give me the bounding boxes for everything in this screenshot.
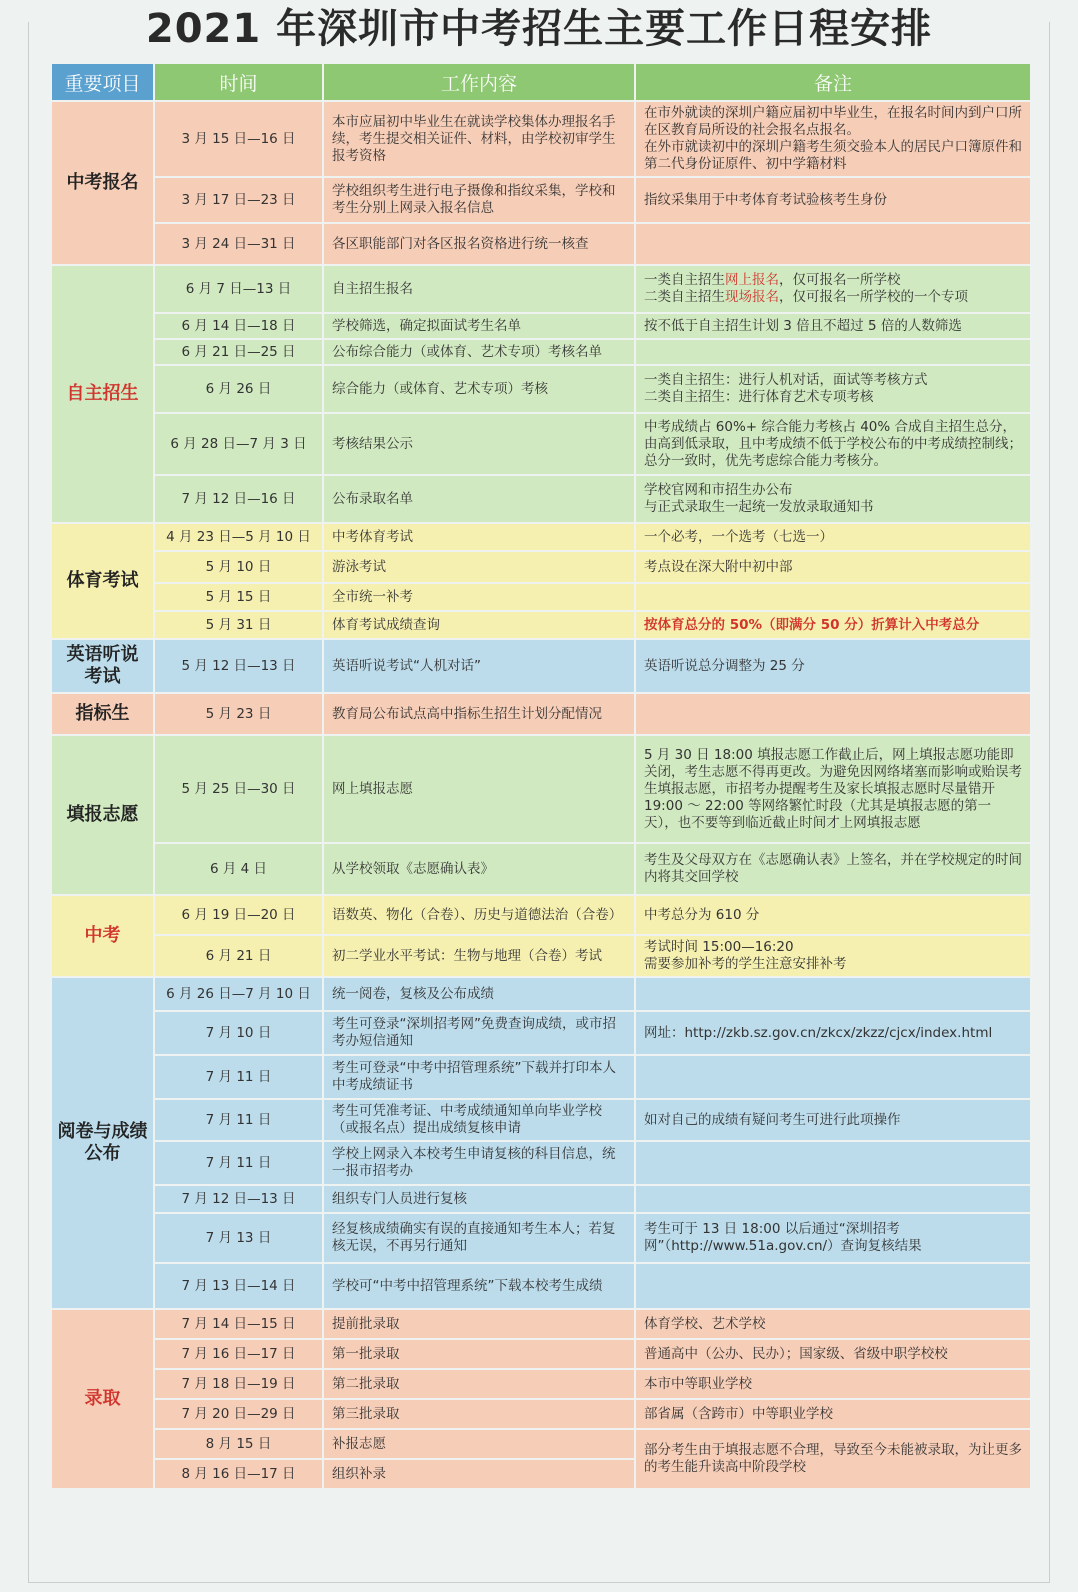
- time-cell: 5 月 23 日: [155, 694, 322, 734]
- note-cell: 考生及父母双方在《志愿确认表》上签名，并在学校规定的时间内将其交回学校: [636, 844, 1030, 894]
- note-cell: [636, 224, 1030, 264]
- time-cell: 4 月 23 日—5 月 10 日: [155, 524, 322, 550]
- time-cell: 6 月 19 日—20 日: [155, 896, 322, 934]
- table-row: [52, 584, 1030, 610]
- note-cell: 5 月 30 日 18:00 填报志愿工作截止后，网上填报志愿功能即关闭，考生志愿不得再更改。为避免因网络堵塞而影响或贻误考生填报志愿，市招考办提醒考生及家长填报志愿时尽量错开 19:00 ～ 22:00 等网络繁忙时段（尤其是填报志愿的第一天），也不要等到临近截止时间才上网填报志愿: [636, 736, 1030, 842]
- time-cell: 7 月 13 日: [155, 1214, 322, 1262]
- content-cell: 学校组织考生进行电子摄像和指纹采集，学校和考生分别上网录入报名信息: [324, 178, 634, 222]
- note-cell: 普通高中（公办、民办）；国家级、省级中职学校校: [636, 1340, 1030, 1368]
- time-cell: 8 月 15 日: [155, 1430, 322, 1458]
- content-cell: 全市统一补考: [324, 584, 634, 610]
- content-cell: 第三批录取: [324, 1400, 634, 1428]
- category-cell: 指标生: [52, 694, 153, 734]
- note-cell: 中考成绩占 60%+ 综合能力考核占 40% 合成自主招生总分，由高到低录取，且中考成绩不低于学校公布的中考成绩控制线；总分一致时，优先考虑综合能力考核分。: [636, 414, 1030, 474]
- note-cell: [636, 584, 1030, 610]
- content-cell: 第二批录取: [324, 1370, 634, 1398]
- time-cell: 7 月 18 日—19 日: [155, 1370, 322, 1398]
- table-row: [52, 1400, 1030, 1428]
- content-cell: 学校可“中考中招管理系统”下载本校考生成绩: [324, 1264, 634, 1308]
- time-cell: 6 月 4 日: [155, 844, 322, 894]
- time-cell: 7 月 12 日—16 日: [155, 476, 322, 522]
- table-row: [52, 340, 1030, 364]
- content-cell: 考生可登录“中考中招管理系统”下载并打印本人中考成绩证书: [324, 1056, 634, 1098]
- content-cell: 经复核成绩确实有误的直接通知考生本人；若复核无误，不再另行通知: [324, 1214, 634, 1262]
- time-cell: 7 月 11 日: [155, 1142, 322, 1184]
- table-row: [52, 936, 1030, 976]
- page-title: 2021 年深圳市中考招生主要工作日程安排: [0, 0, 1078, 58]
- table-row: [52, 612, 1030, 638]
- time-cell: 3 月 17 日—23 日: [155, 178, 322, 222]
- content-cell: 自主招生报名: [324, 266, 634, 312]
- note-cell: 按不低于自主招生计划 3 倍且不超过 5 倍的人数筛选: [636, 314, 1030, 338]
- time-cell: 7 月 12 日—13 日: [155, 1186, 322, 1212]
- time-cell: 6 月 28 日—7 月 3 日: [155, 414, 322, 474]
- note-cell: 英语听说总分调整为 25 分: [636, 640, 1030, 692]
- table-row: [52, 1264, 1030, 1308]
- note-cell: 考点设在深大附中初中部: [636, 552, 1030, 582]
- time-cell: 6 月 7 日—13 日: [155, 266, 322, 312]
- time-cell: 6 月 26 日: [155, 366, 322, 412]
- category-cell: 阅卷与成绩 公布: [52, 978, 153, 1308]
- note-cell: 考试时间 15:00—16:20 需要参加补考的学生注意安排补考: [636, 936, 1030, 976]
- note-cell: 学校官网和市招生办公布 与正式录取生一起统一发放录取通知书: [636, 476, 1030, 522]
- content-cell: 补报志愿: [324, 1430, 634, 1458]
- note-cell: [636, 1186, 1030, 1212]
- table-row: [52, 896, 1030, 934]
- content-cell: 各区职能部门对各区报名资格进行统一核查: [324, 224, 634, 264]
- content-cell: 组织专门人员进行复核: [324, 1186, 634, 1212]
- note-cell: [636, 1142, 1030, 1184]
- time-cell: 7 月 13 日—14 日: [155, 1264, 322, 1308]
- content-cell: 从学校领取《志愿确认表》: [324, 844, 634, 894]
- content-cell: 公布综合能力（或体育、艺术专项）考核名单: [324, 340, 634, 364]
- table-row: [52, 1340, 1030, 1368]
- content-cell: 英语听说考试“人机对话”: [324, 640, 634, 692]
- note-cell: 本市中等职业学校: [636, 1370, 1030, 1398]
- note-cell: 一类自主招生：进行人机对话，面试等考核方式 二类自主招生：进行体育艺术专项考核: [636, 366, 1030, 412]
- content-cell: 语数英、物化（合卷）、历史与道德法治（合卷）: [324, 896, 634, 934]
- table-row: [52, 102, 1030, 176]
- content-cell: 第一批录取: [324, 1340, 634, 1368]
- note-cell: 体育学校、艺术学校: [636, 1310, 1030, 1338]
- content-cell: 教育局公布试点高中指标生招生计划分配情况: [324, 694, 634, 734]
- table-row: [52, 1370, 1030, 1398]
- note-cell: 指纹采集用于中考体育考试验核考生身份: [636, 178, 1030, 222]
- content-cell: 统一阅卷，复核及公布成绩: [324, 978, 634, 1010]
- table-row: [52, 844, 1030, 894]
- content-cell: 初二学业水平考试：生物与地理（合卷）考试: [324, 936, 634, 976]
- note-cell: 一类自主招生网上报名，仅可报名一所学校 二类自主招生现场报名，仅可报名一所学校的一个专项: [636, 266, 1030, 312]
- time-cell: 6 月 21 日: [155, 936, 322, 976]
- time-cell: 3 月 24 日—31 日: [155, 224, 322, 264]
- table-row: [52, 552, 1030, 582]
- note-cell: [636, 1056, 1030, 1098]
- content-cell: 组织补录: [324, 1460, 634, 1488]
- content-cell: 考生可凭准考证、中考成绩通知单向毕业学校（或报名点）提出成绩复核申请: [324, 1100, 634, 1140]
- content-cell: 公布录取名单: [324, 476, 634, 522]
- header-content: 工作内容: [324, 64, 634, 100]
- table-row: [52, 178, 1030, 222]
- time-cell: 7 月 20 日—29 日: [155, 1400, 322, 1428]
- table-row: [52, 694, 1030, 734]
- content-cell: 综合能力（或体育、艺术专项）考核: [324, 366, 634, 412]
- note-cell: 部省属（含跨市）中等职业学校: [636, 1400, 1030, 1428]
- table-row: [52, 266, 1030, 312]
- category-cell: 录取: [52, 1310, 153, 1488]
- table-row: [52, 524, 1030, 550]
- table-row: [52, 1056, 1030, 1098]
- note-cell: 考生可于 13 日 18:00 以后通过“深圳招考网”（http://www.51a.gov.cn/）查询复核结果: [636, 1214, 1030, 1262]
- table-row: [52, 1214, 1030, 1262]
- note-cell: [636, 978, 1030, 1010]
- category-cell: 中考报名: [52, 102, 153, 264]
- table-body: [52, 102, 1030, 1488]
- note-cell: 部分考生由于填报志愿不合理，导致至今未能被录取，为让更多的考生能升读高中阶段学校: [636, 1430, 1030, 1488]
- note-cell: 一个必考，一个选考（七选一）: [636, 524, 1030, 550]
- note-cell: 在市外就读的深圳户籍应届初中毕业生，在报名时间内到户口所在区教育局所设的社会报名点报名。 在外市就读初中的深圳户籍考生须交验本人的居民户口簿原件和第二代身份证原件、初中学籍材料: [636, 102, 1030, 176]
- note-cell: 网址：http://zkb.sz.gov.cn/zkcx/zkzz/cjcx/index.html: [636, 1012, 1030, 1054]
- content-cell: 学校筛选，确定拟面试考生名单: [324, 314, 634, 338]
- table-row: [52, 1100, 1030, 1140]
- time-cell: 5 月 10 日: [155, 552, 322, 582]
- content-cell: 提前批录取: [324, 1310, 634, 1338]
- time-cell: 7 月 10 日: [155, 1012, 322, 1054]
- content-cell: 考生可登录“深圳招考网”免费查询成绩，或市招考办短信通知: [324, 1012, 634, 1054]
- time-cell: 5 月 12 日—13 日: [155, 640, 322, 692]
- table-row: [52, 640, 1030, 692]
- time-cell: 6 月 21 日—25 日: [155, 340, 322, 364]
- table-row: [52, 1430, 1030, 1458]
- category-cell: 英语听说 考试: [52, 640, 153, 692]
- header-category: 重要项目: [52, 64, 153, 100]
- table-row: [52, 1142, 1030, 1184]
- content-cell: 体育考试成绩查询: [324, 612, 634, 638]
- content-cell: 游泳考试: [324, 552, 634, 582]
- header-note: 备注: [636, 64, 1030, 100]
- table-row: [52, 314, 1030, 338]
- note-cell: 按体育总分的 50%（即满分 50 分）折算计入中考总分: [636, 612, 1030, 638]
- table-row: [52, 1310, 1030, 1338]
- content-cell: 中考体育考试: [324, 524, 634, 550]
- time-cell: 8 月 16 日—17 日: [155, 1460, 322, 1488]
- time-cell: 6 月 14 日—18 日: [155, 314, 322, 338]
- note-cell: [636, 694, 1030, 734]
- table-row: [52, 736, 1030, 842]
- table-row: [52, 978, 1030, 1010]
- table-row: [52, 1012, 1030, 1054]
- table-row: [52, 414, 1030, 474]
- time-cell: 6 月 26 日—7 月 10 日: [155, 978, 322, 1010]
- content-cell: 学校上网录入本校考生申请复核的科目信息，统一报市招考办: [324, 1142, 634, 1184]
- time-cell: 3 月 15 日—16 日: [155, 102, 322, 176]
- content-cell: 考核结果公示: [324, 414, 634, 474]
- category-cell: 体育考试: [52, 524, 153, 638]
- time-cell: 7 月 16 日—17 日: [155, 1340, 322, 1368]
- table-header-row: [52, 64, 1030, 100]
- time-cell: 7 月 11 日: [155, 1100, 322, 1140]
- table-row: [52, 476, 1030, 522]
- schedule-table: [50, 62, 1032, 1490]
- note-cell: 中考总分为 610 分: [636, 896, 1030, 934]
- table-row: [52, 366, 1030, 412]
- category-cell: 中考: [52, 896, 153, 976]
- time-cell: 5 月 31 日: [155, 612, 322, 638]
- table-row: [52, 224, 1030, 264]
- content-cell: 本市应届初中毕业生在就读学校集体办理报名手续，考生提交相关证件、材料，由学校初审学生报考资格: [324, 102, 634, 176]
- header-time: 时间: [155, 64, 322, 100]
- category-cell: 填报志愿: [52, 736, 153, 894]
- category-cell: 自主招生: [52, 266, 153, 522]
- time-cell: 5 月 15 日: [155, 584, 322, 610]
- note-cell: 如对自己的成绩有疑问考生可进行此项操作: [636, 1100, 1030, 1140]
- time-cell: 7 月 11 日: [155, 1056, 322, 1098]
- table-row: [52, 1186, 1030, 1212]
- note-cell: [636, 1264, 1030, 1308]
- note-cell: [636, 340, 1030, 364]
- content-cell: 网上填报志愿: [324, 736, 634, 842]
- time-cell: 7 月 14 日—15 日: [155, 1310, 322, 1338]
- time-cell: 5 月 25 日—30 日: [155, 736, 322, 842]
